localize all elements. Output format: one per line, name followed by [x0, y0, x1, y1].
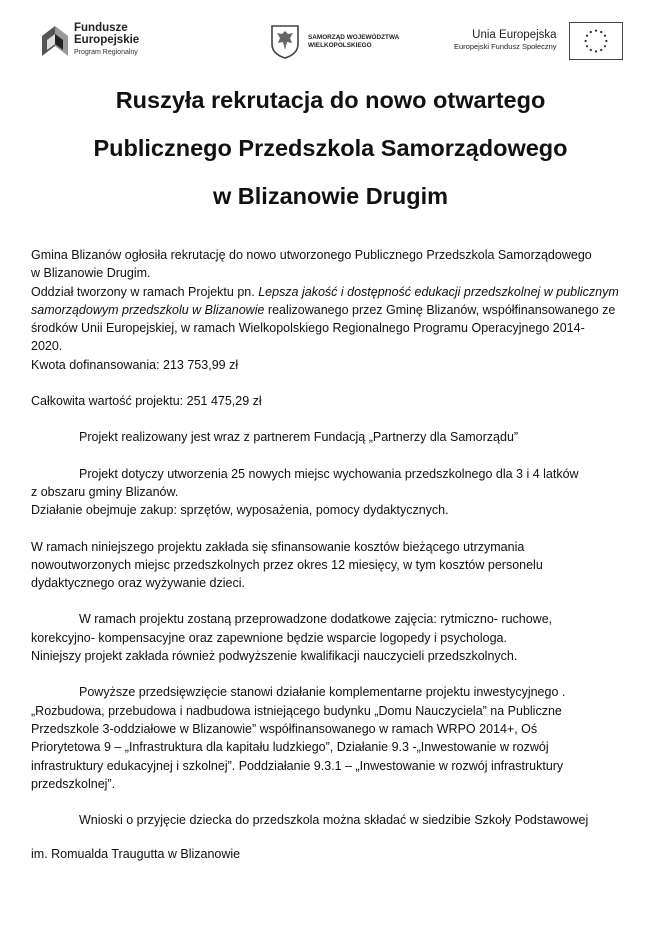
- samorzad-line2: WIELKOPOLSKIEGO: [308, 42, 372, 49]
- school-name: im. Romualda Traugutta w Blizanowie: [31, 847, 241, 862]
- text-line: w Blizanowie Drugim.: [31, 266, 151, 281]
- text-line: Oddział tworzony w ramach Projektu pn.: [31, 284, 259, 299]
- unia-line2: Europejski Fundusz Społeczny: [454, 42, 557, 51]
- text-line: W ramach projektu zostaną przeprowadzone dodatkowe zajęcia: rytmiczno- ruchowe,: [79, 612, 553, 627]
- paragraph-complementary: [31, 683, 641, 793]
- paragraph-financing: [31, 538, 641, 593]
- eu-flag-icon: [569, 22, 623, 60]
- text-line: Priorytetowa 9 – „Infrastruktura dla kapitału ludzkiego”, Działanie 9.3 -„Inwestowanie w rozwój: [31, 740, 549, 755]
- document-title: [0, 76, 661, 220]
- text-line: „Rozbudowa, przebudowa i nadbudowa istniejącego budynku „Domu Nauczyciela” na Publiczne: [31, 703, 562, 718]
- title-line-1: Ruszyła rekrutacja do nowo otwartego: [115, 87, 546, 113]
- document-body: [31, 246, 641, 864]
- eagle-crest-icon: [270, 24, 300, 60]
- text-line: Przedszkole 3-oddziałowe w Blizanowie” współfinansowanego w ramach WRPO 2014+, Oś: [31, 721, 538, 736]
- unia-europejska-logo: [454, 22, 623, 60]
- fundusze-europejskie-logo: [42, 22, 139, 62]
- text-line: środków Unii Europejskiej, w ramach Wielkopolskiego Regionalnego Programu Operacyjnego 2014-: [31, 321, 585, 336]
- text-line: infrastruktury edukacyjnej i szkolnej”. Poddziałanie 9.3.1 – „Inwestowanie w rozwój infrastruktury: [31, 758, 564, 773]
- text-line: Działanie obejmuje zakup: sprzętów, wyposażenia, pomocy dydaktycznych.: [31, 503, 449, 518]
- logo-bar: [0, 0, 661, 70]
- title-line-3: w Blizanowie Drugim: [212, 183, 449, 209]
- text-line: z obszaru gminy Blizanów.: [31, 484, 179, 499]
- project-name-italic: Lepsza jakość i dostępność edukacji przedszkolnej w publicznym: [258, 284, 619, 299]
- text-line: Niniejszy projekt zakłada również podwyższenie kwalifikacji nauczycieli przedszkolnych.: [31, 649, 518, 664]
- paragraph-activities: [31, 610, 641, 665]
- text-line: nowoutworzonych miejsc przedszkolnych przez okres 12 miesięcy, w tym kosztów personelu: [31, 557, 543, 572]
- text-line: realizowanego przez Gminę Blizanów, współfinansowanego ze: [264, 302, 616, 317]
- text-line: Projekt dotyczy utworzenia 25 nowych miejsc wychowania przedszkolnego dla 3 i 4 latków: [79, 466, 579, 481]
- samorzad-wojewodztwa-logo: [270, 24, 399, 60]
- unia-line1: Unia Europejska: [472, 29, 557, 41]
- title-line-2: Publicznego Przedszkola Samorządowego: [93, 135, 568, 161]
- text-line: Powyższe przedsięwzięcie stanowi działanie komplementarne projektu inwestycyjnego .: [79, 685, 566, 700]
- text-line: korekcyjno- kompensacyjne oraz zapewnione będzie wsparcie logopedy i psychologa.: [31, 630, 507, 645]
- fundusze-line2: Europejskie: [74, 34, 140, 46]
- paragraph-announcement: [31, 246, 641, 374]
- text-line: Gmina Blizanów ogłosiła rekrutację do nowo utworzonego Publicznego Przedszkola Samorządowego: [31, 248, 592, 262]
- total-value: Całkowita wartość projektu: 251 475,29 zł: [31, 394, 262, 409]
- fundusze-line3: Program Regionalny: [74, 49, 138, 56]
- samorzad-line1: SAMORZĄD WOJEWÓDZTWA: [308, 34, 400, 41]
- text-line: przedszkolnej”.: [31, 776, 116, 791]
- text-line: W ramach niniejszego projektu zakłada się sfinansowanie kosztów bieżącego utrzymania: [31, 539, 525, 554]
- funding-amount: Kwota dofinansowania: 213 753,99 zł: [31, 357, 239, 372]
- paragraph-applications: Wnioski o przyjęcie dziecka do przedszkola można składać w siedzibie Szkoły Podstawowej: [79, 813, 589, 828]
- fundusze-europejskie-icon: [42, 22, 68, 62]
- text-line: dydaktycznego oraz wyżywanie dzieci.: [31, 576, 245, 591]
- fundusze-line1: Fundusze: [74, 22, 128, 34]
- partner-paragraph: Projekt realizowany jest wraz z partnerem Fundacją „Partnerzy dla Samorządu”: [79, 430, 519, 445]
- text-line: 2020.: [31, 339, 63, 354]
- paragraph-scope: [31, 465, 641, 520]
- project-name-italic: samorządowym przedszkolu w Blizanowie: [31, 302, 265, 317]
